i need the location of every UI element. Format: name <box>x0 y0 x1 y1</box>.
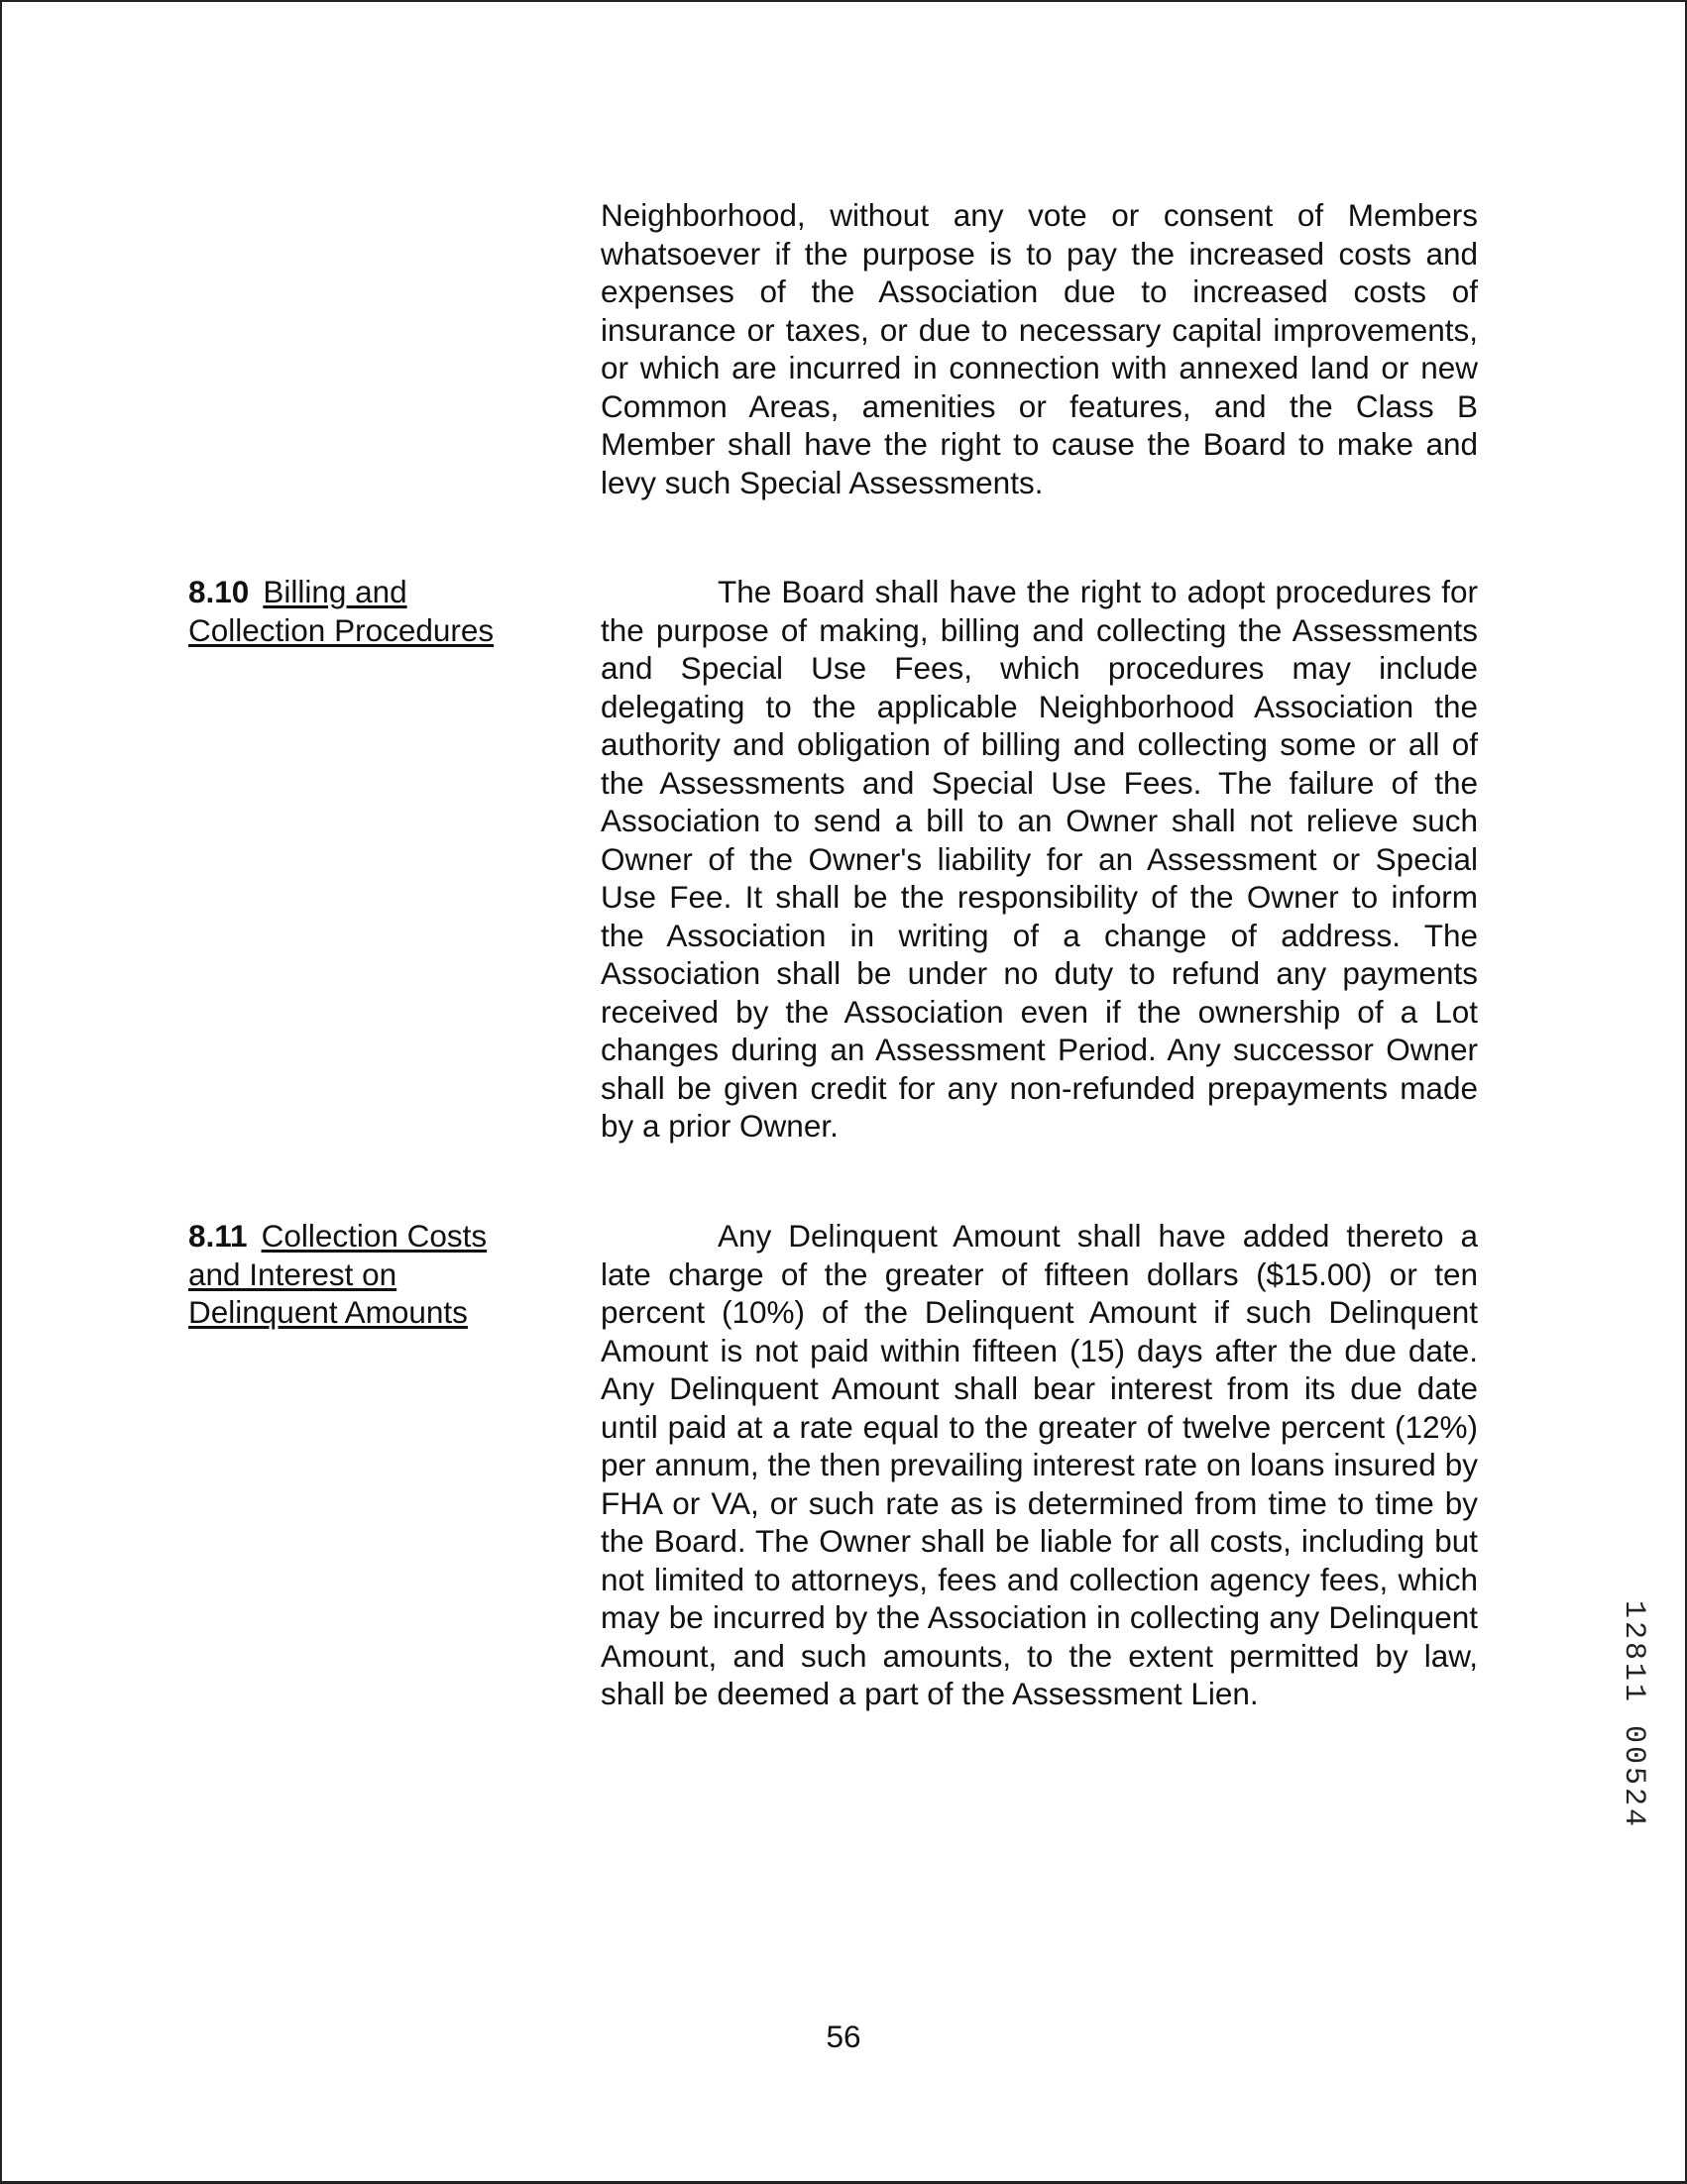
section-number: 8.11 <box>188 1218 248 1254</box>
recording-stamp: 12811 00524 <box>1617 1600 1650 1830</box>
page-border-left <box>0 0 2 2184</box>
section-heading-8-11 <box>188 1217 545 1332</box>
section-title: Billing and Collection Procedures <box>188 574 495 648</box>
section-8-11-paragraph: Any Delinquent Amount shall have added thereto a late charge of the greater of fifteen dollars ($15.00) or ten percent (10%) of the Delinquent Amount if such Delinquent Amount is not paid within fifteen (15) days after the due date. Any Delinquent Amount shall bear interest from its due date until paid at a rate equal to the greater of twelve percent (12%) per annum, the then prevailing interest rate on loans insured by FHA or VA, or such rate as is determined from time to time by the Board. The Owner shall be liable for all costs, including but not limited to attorneys, fees and collection agency fees, which may be incurred by the Association in collecting any Delinquent Amount, and such amounts, to the extent permitted by law, shall be deemed a part of the Assessment Lien. <box>601 1218 1478 1711</box>
page-border-top <box>0 0 1687 4</box>
section-number: 8.10 <box>188 574 250 609</box>
section-title: Collection Costs and Interest on Delinquent Amounts <box>188 1218 488 1330</box>
continued-paragraph: Neighborhood, without any vote or consent of Members whatsoever if the purpose is to pay the increased costs and expenses of the Association due to increased costs of insurance or taxes, or due to necessary capital improvements, or which are incurred in connection with annexed land or new Common Areas, amenities or features, and the Class B Member shall have the right to cause the Board to make and levy such Special Assessments. <box>601 197 1478 500</box>
section-8-10-paragraph: The Board shall have the right to adopt procedures for the purpose of making, billing and collecting the Assessments and Special Use Fees, which procedures may include delegating to the applicable Neighborhood Association the authority and obligation of billing and collecting some or all of the Assessments and Special Use Fees. The failure of the Association to send a bill to an Owner shall not relieve such Owner of the Owner's liability for an Assessment or Special Use Fee. It shall be the responsibility of the Owner to inform the Association in writing of a change of address. The Association shall be under no duty to refund any payments received by the Association even if the ownership of a Lot changes during an Assessment Period. Any successor Owner shall be given credit for any non-refunded prepayments made by a prior Owner. <box>601 574 1478 1144</box>
section-heading-8-10 <box>188 573 545 649</box>
page-number: 56 <box>826 2019 861 2054</box>
